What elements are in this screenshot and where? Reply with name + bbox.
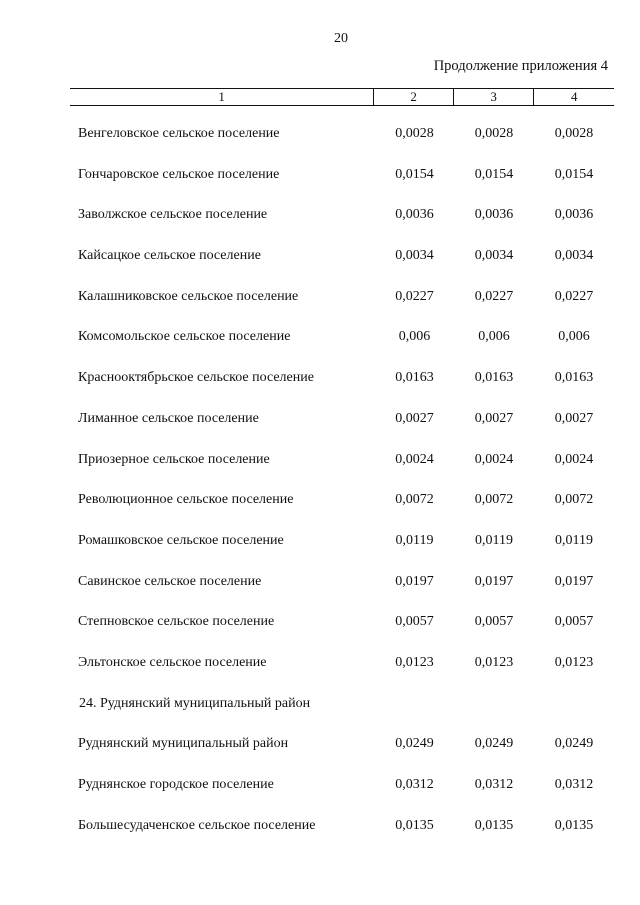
table-row (70, 410, 614, 451)
row-value-col-4: 0,0197 (554, 573, 594, 589)
row-value-col-2: 0,0072 (395, 492, 434, 508)
row-name: Руднянское городское поселение (78, 777, 274, 792)
table-row (70, 776, 614, 817)
row-value-col-3 (454, 695, 534, 736)
row-value-col-2: 0,0028 (395, 126, 434, 141)
row-value-col-2: 0,0135 (395, 817, 434, 833)
row-value-col-3: 0,0123 (474, 654, 514, 670)
row-value-col-2: 0,0057 (395, 614, 434, 630)
row-value-col-4: 0,0123 (554, 654, 594, 670)
row-value-col-4: 0,0036 (554, 207, 594, 223)
row-value-col-2: 0,0024 (395, 451, 434, 467)
row-value-col-4: 0,0024 (554, 451, 594, 467)
row-value-col-4: 0,0072 (554, 492, 594, 508)
table-row (70, 288, 614, 329)
table-row (70, 206, 614, 247)
row-value-col-2: 0,0123 (395, 654, 434, 670)
row-value-col-2: 0,006 (398, 329, 431, 345)
header-col-3: 3 (453, 89, 534, 105)
row-value-col-3: 0,0135 (474, 817, 514, 833)
row-value-col-3: 0,0163 (474, 370, 514, 386)
row-value-col-3: 0,0312 (474, 777, 514, 792)
row-value-col-2: 0,0027 (395, 410, 434, 426)
section-heading-row (70, 695, 614, 736)
row-value-col-2: 0,0119 (395, 532, 434, 548)
row-value-col-2: 0,0249 (395, 736, 434, 752)
row-value-col-3: 0,0197 (474, 573, 514, 589)
row-value-col-3: 0,0227 (474, 288, 514, 304)
header-col-2: 2 (373, 89, 453, 105)
row-value-col-4: 0,0227 (554, 288, 594, 304)
row-name: Гончаровское сельское поселение (78, 166, 280, 182)
row-value-col-4: 0,0154 (554, 166, 594, 182)
row-value-col-3: 0,0057 (474, 614, 514, 630)
row-name: Ромашковское сельское поселение (78, 532, 284, 548)
header-col-4: 4 (533, 89, 614, 105)
row-name: Приозерное сельское поселение (78, 451, 270, 467)
row-name: Степновское сельское поселение (78, 614, 275, 630)
row-value-col-2: 0,0312 (395, 777, 434, 792)
row-name: Лиманное сельское поселение (78, 410, 259, 426)
table-row (70, 166, 614, 207)
row-value-col-2: 0,0163 (395, 370, 434, 386)
header-col-1: 1 (218, 89, 225, 104)
row-value-col-4: 0,0027 (554, 410, 594, 426)
table-row (70, 369, 614, 410)
table-row (70, 573, 614, 614)
row-value-col-4: 0,0034 (554, 248, 594, 264)
row-value-col-4 (534, 695, 614, 736)
data-table (70, 88, 614, 857)
row-name: Савинское сельское поселение (78, 573, 262, 589)
row-value-col-2: 0,0034 (395, 248, 434, 264)
row-value-col-3: 0,0072 (474, 492, 514, 508)
table-row (70, 491, 614, 532)
row-value-col-3: 0,0028 (474, 126, 514, 141)
table-body (70, 125, 614, 857)
table-row (70, 735, 614, 776)
row-name: Заволжское сельское поселение (78, 207, 268, 223)
row-name: Эльтонское сельское поселение (78, 654, 267, 670)
row-value-col-4: 0,0163 (554, 370, 594, 386)
row-name: Кайсацкое сельское поселение (78, 248, 261, 264)
row-name: Комсомольское сельское поселение (78, 329, 291, 345)
row-value-col-2 (375, 695, 454, 736)
row-value-col-2: 0,0197 (395, 573, 434, 589)
row-name: Венгеловское сельское поселение (78, 126, 280, 141)
row-value-col-4: 0,0135 (554, 817, 594, 833)
row-value-col-3: 0,006 (478, 329, 510, 345)
row-value-col-2: 0,0227 (395, 288, 434, 304)
continuation-note: Продолжение приложения 4 (433, 58, 608, 74)
table-row (70, 817, 614, 858)
table-header (70, 88, 614, 106)
row-name: Краснооктябрьское сельское поселение (78, 370, 314, 386)
row-name: Революционное сельское поселение (78, 492, 294, 508)
row-name: Большесудаченское сельское поселение (78, 817, 316, 833)
table-row (70, 328, 614, 369)
page-number: 20 (334, 31, 348, 46)
row-value-col-4: 0,0312 (554, 777, 594, 792)
table-row (70, 654, 614, 695)
row-name: 24. Руднянский муниципальный район (79, 695, 311, 711)
row-value-col-3: 0,0119 (475, 532, 513, 548)
table-row (70, 532, 614, 573)
row-value-col-4: 0,0057 (554, 614, 594, 630)
row-value-col-2: 0,0154 (395, 166, 434, 182)
row-value-col-3: 0,0034 (474, 248, 514, 264)
row-value-col-4: 0,0119 (555, 532, 593, 548)
row-value-col-3: 0,0027 (474, 410, 514, 426)
table-row (70, 451, 614, 492)
table-row (70, 125, 614, 166)
row-value-col-4: 0,0249 (554, 736, 594, 752)
row-value-col-4: 0,0028 (554, 126, 594, 141)
row-value-col-3: 0,0154 (474, 166, 514, 182)
row-value-col-4: 0,006 (558, 329, 590, 345)
row-name: Калашниковское сельское поселение (78, 288, 299, 304)
row-value-col-3: 0,0249 (474, 736, 514, 752)
table-row (70, 247, 614, 288)
row-value-col-3: 0,0036 (474, 207, 514, 223)
table-row (70, 613, 614, 654)
row-name: Руднянский муниципальный район (78, 736, 289, 752)
row-value-col-2: 0,0036 (395, 207, 434, 223)
row-value-col-3: 0,0024 (474, 451, 514, 467)
